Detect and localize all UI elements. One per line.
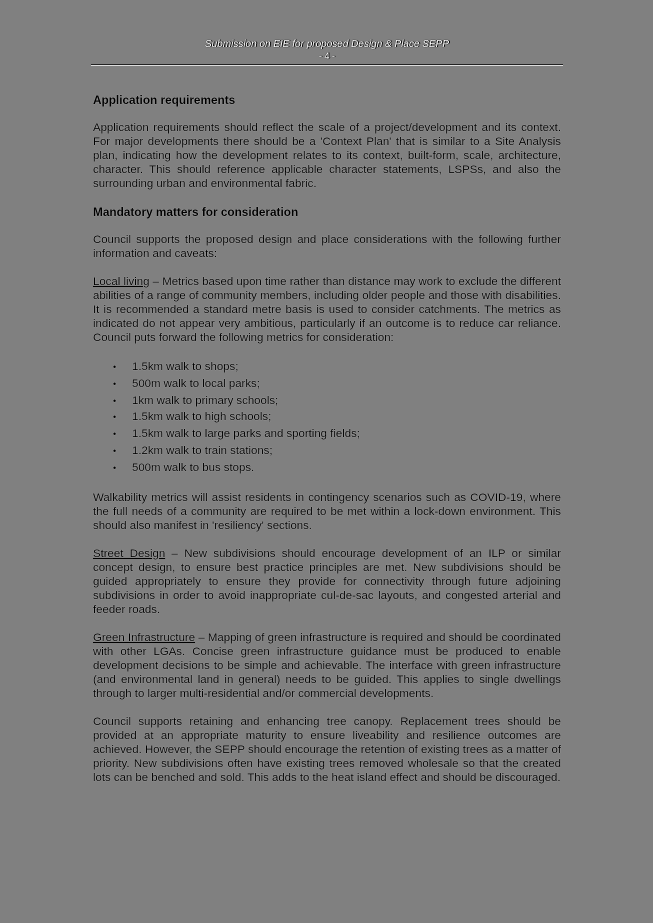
street-design-text: – New subdivisions should encourage development of an ILP or similar concept design, to ensure best practice principles are met. New subdivisions should be guided appropriately to ensure they provide for connectivity through future adjoining subdivisions in order to avoid inappropriate cul-de-sac layouts, and congested arterial and feeder roads. <box>93 547 561 616</box>
section-heading-mandatory: Mandatory matters for consideration <box>93 205 299 219</box>
section-heading-application: Application requirements <box>93 93 236 107</box>
list-item <box>93 376 561 393</box>
metric-text: 500m walk to local parks; <box>132 377 260 390</box>
bullet-icon: • <box>113 378 117 389</box>
header-divider <box>91 64 563 66</box>
green-infrastructure-label: Green Infrastructure <box>93 631 196 644</box>
metric-text: 500m walk to bus stops. <box>132 461 255 474</box>
street-design-label: Street Design <box>93 547 166 560</box>
metric-text: 1.5km walk to shops; <box>132 361 239 373</box>
metric-text: 1.5km walk to large parks and sporting fields; <box>132 428 360 441</box>
metric-text: 1.2km walk to train stations; <box>132 444 273 457</box>
metric-text: 1.5km walk to high schools; <box>132 411 272 424</box>
walking-metrics-list <box>93 359 561 477</box>
metric-text: 1km walk to primary schools; <box>132 394 279 407</box>
list-item <box>93 359 561 376</box>
walkability-paragraph: Walkability metrics will assist residents in contingency scenarios such as COVID-19, where the full needs of a community are required to be met within a lock-down environment. This should also manifest in 'resiliency' sections. <box>93 491 561 532</box>
page-number: - 4 - <box>318 51 335 61</box>
mandatory-intro-paragraph: Council supports the proposed design and place considerations with the following further information and caveats: <box>93 234 561 260</box>
bullet-icon: • <box>113 412 117 423</box>
application-paragraph: Application requirements should reflect the scale of a project/development and its context. For major developments there should be a 'Context Plan' that is similar to a Site Analysis plan, indicating how the development relates to its context, built-form, scale, architecture, character. This should reference applicable character statements, LSPSs, and also the surrounding urban and environmental fabric. <box>93 122 561 190</box>
bullet-icon: • <box>113 362 117 372</box>
local-living-text: – Metrics based upon time rather than distance may work to exclude the different abilities of a range of community members, including older people and those with disabilities. It is recommended a standard metre basis is used to consider catchments. The metrics as indicated do not appear very ambitious, particularly if an outcome is to reduce car reliance. Council puts forward the following metrics for consideration: <box>93 276 561 344</box>
street-design-paragraph <box>93 547 561 617</box>
list-item <box>93 393 561 410</box>
list-item <box>93 443 561 460</box>
local-living-label: Local living <box>93 276 150 288</box>
tree-canopy-paragraph: Council supports retaining and enhancing tree canopy. Replacement trees should be provided at an appropriate maturity to ensure liveability and resilience outcomes are achieved. However, the SEPP should encourage the retention of existing trees as a matter of priority. New subdivisions often have existing trees removed wholesale so that the created lots can be benched and sold. This adds to the heat island effect and should be discouraged. <box>93 715 561 784</box>
green-infrastructure-paragraph <box>93 631 561 701</box>
bullet-icon: • <box>113 395 117 406</box>
bullet-icon: • <box>113 445 117 456</box>
document-title: Submission on EIE for proposed Design & Place SEPP <box>204 39 450 50</box>
list-item <box>93 460 561 477</box>
green-infrastructure-text: – Mapping of green infrastructure is required and should be coordinated with other LGAs. Concise green infrastructure guidance must be produced to enable development decisions to be simple and achievable. The interface with green infrastructure (and environmental land in general) needs to be guided. This applies to single dwellings through to larger multi-residential and/or commercial developments. <box>93 631 561 700</box>
document-body <box>93 93 561 799</box>
list-item <box>93 426 561 443</box>
list-item <box>93 409 561 426</box>
bullet-icon: • <box>113 462 117 473</box>
bullet-icon: • <box>113 429 117 440</box>
page-header <box>91 39 563 61</box>
local-living-paragraph <box>93 275 561 345</box>
